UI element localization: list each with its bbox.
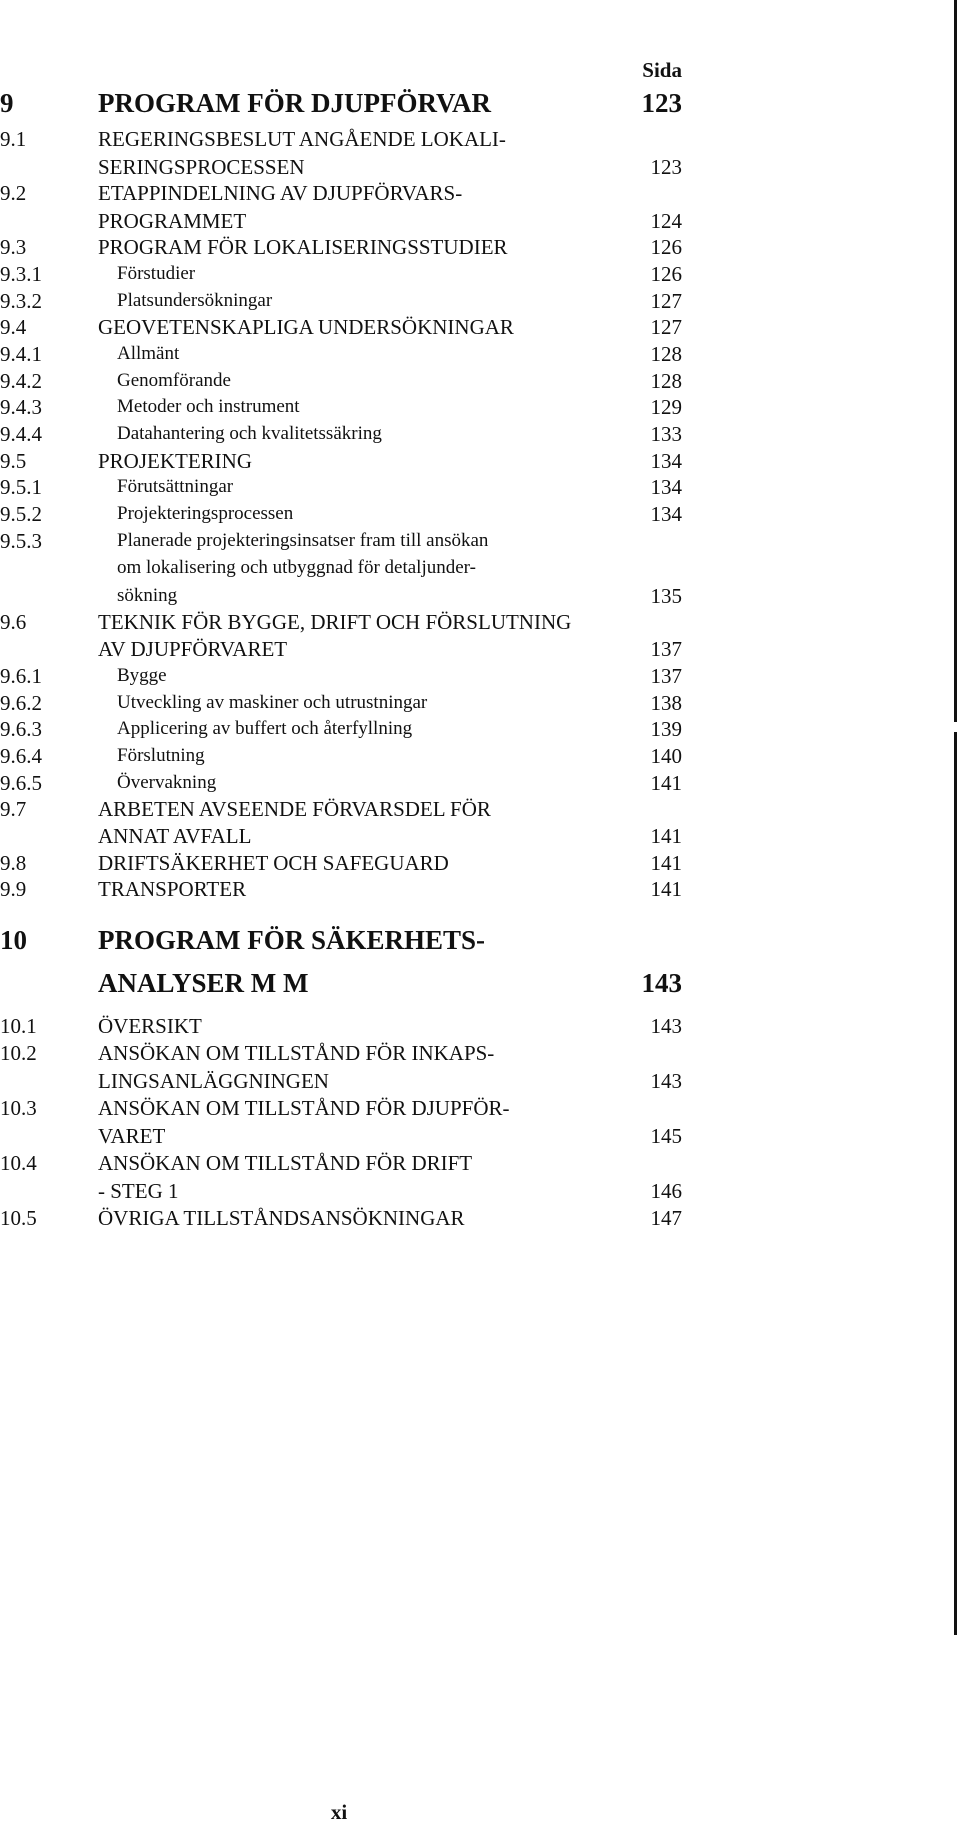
toc-page-number: 146	[650, 1179, 682, 1203]
toc-section-title: Datahantering och kvalitetssäkring	[117, 423, 382, 444]
toc-entry	[0, 607, 960, 637]
toc-section-title: Genomförande	[117, 370, 231, 391]
page-column-heading: Sida	[642, 58, 682, 82]
scan-edge-line	[954, 0, 957, 722]
toc-section-title: Förslutning	[117, 745, 205, 766]
toc-section-number: 10.2	[0, 1041, 37, 1065]
toc-page-number: 134	[650, 475, 682, 499]
toc-section-title: ANSÖKAN OM TILLSTÅND FÖR DRIFT	[98, 1151, 473, 1175]
toc-section-title: REGERINGSBESLUT ANGÅENDE LOKALI-	[98, 127, 506, 151]
toc-section-number: 9.4.3	[0, 395, 42, 419]
toc-page-number: 134	[650, 449, 682, 473]
toc-section-title: Metoder och instrument	[117, 396, 300, 417]
toc-section-number: 10.1	[0, 1014, 37, 1038]
toc-chapter-entry	[0, 968, 960, 998]
toc-entry	[0, 741, 960, 771]
toc-section-number: 10	[0, 925, 27, 955]
toc-section-title: ANSÖKAN OM TILLSTÅND FÖR INKAPS-	[98, 1041, 495, 1065]
toc-page-number: 141	[650, 877, 682, 901]
toc-section-title: VARET	[98, 1124, 166, 1148]
toc-page-number: 123	[650, 155, 682, 179]
toc-page-number: 126	[650, 262, 682, 286]
toc-entry	[0, 1011, 960, 1041]
toc-entry	[0, 634, 960, 664]
toc-section-title: Platsundersökningar	[117, 290, 273, 311]
toc-entry	[0, 794, 960, 824]
toc-section-number: 9	[0, 88, 14, 118]
toc-section-number: 9.6.2	[0, 691, 42, 715]
toc-section-number: 9.4	[0, 315, 27, 339]
toc-section-title: Förstudier	[117, 263, 196, 284]
toc-section-title: Allmänt	[117, 343, 180, 364]
toc-section-title: Förutsättningar	[117, 476, 234, 497]
toc-page-number: 141	[650, 851, 682, 875]
toc-page-number: 141	[650, 824, 682, 848]
toc-section-title: Planerade projekteringsinsatser fram till ansökan	[117, 530, 489, 551]
toc-entry	[0, 419, 960, 449]
toc-entry	[0, 553, 960, 583]
toc-entry	[0, 526, 960, 556]
toc-page-number: 133	[650, 422, 682, 446]
toc-page-number: 135	[650, 584, 682, 608]
page-number-footer: xi	[330, 1800, 348, 1824]
toc-section-title: PROGRAM FÖR DJUPFÖRVAR	[98, 88, 492, 118]
toc-page-number: 139	[650, 717, 682, 741]
toc-page-number: 127	[650, 315, 682, 339]
toc-entry	[0, 1203, 960, 1233]
toc-page-number: 128	[650, 369, 682, 393]
toc-entry	[0, 661, 960, 691]
toc-section-title: ARBETEN AVSEENDE FÖRVARSDEL FÖR	[98, 797, 491, 821]
toc-section-title: Projekteringsprocessen	[117, 503, 294, 524]
toc-section-number: 9.5.1	[0, 475, 42, 499]
toc-section-title: AV DJUPFÖRVARET	[98, 637, 288, 661]
toc-section-number: 10.4	[0, 1151, 37, 1175]
toc-chapter-entry	[0, 88, 960, 118]
toc-page-number: 138	[650, 691, 682, 715]
toc-entry	[0, 1066, 960, 1096]
toc-section-title: Bygge	[117, 665, 167, 686]
toc-section-number: 9.8	[0, 851, 27, 875]
toc-page-number: 134	[650, 502, 682, 526]
toc-section-number: 9.5	[0, 449, 27, 473]
toc-section-number: 9.2	[0, 181, 27, 205]
toc-section-number: 9.3.2	[0, 289, 42, 313]
toc-entry	[0, 1148, 960, 1178]
toc-section-title: PROGRAM FÖR LOKALISERINGSSTUDIER	[98, 235, 508, 259]
toc-entry	[0, 1121, 960, 1151]
toc-page-number: 143	[650, 1069, 682, 1093]
toc-page-number: 124	[650, 209, 682, 233]
toc-section-number: 9.6	[0, 610, 27, 634]
toc-section-title: PROGRAMMET	[98, 209, 247, 233]
scan-edge-line	[954, 732, 957, 1635]
toc-section-number: 10.5	[0, 1206, 37, 1230]
toc-entry	[0, 472, 960, 502]
toc-entry	[0, 714, 960, 744]
toc-section-number: 9.7	[0, 797, 27, 821]
toc-section-number: 10.3	[0, 1096, 37, 1120]
toc-section-title: ANSÖKAN OM TILLSTÅND FÖR DJUPFÖR-	[98, 1096, 510, 1120]
toc-entry	[0, 1038, 960, 1068]
toc-page-number: 137	[650, 637, 682, 661]
toc-page-number: 128	[650, 342, 682, 366]
toc-entry	[0, 178, 960, 208]
toc-page-number: 129	[650, 395, 682, 419]
toc-section-title: ÖVRIGA TILLSTÅNDSANSÖKNINGAR	[98, 1206, 465, 1230]
toc-section-title: PROGRAM FÖR SÄKERHETS-	[98, 925, 486, 955]
toc-entry	[0, 874, 960, 904]
toc-section-title: SERINGSPROCESSEN	[98, 155, 305, 179]
toc-entry	[0, 1176, 960, 1206]
toc-entry	[0, 821, 960, 851]
toc-section-title: om lokalisering och utbyggnad för detaljunder-	[117, 557, 476, 578]
toc-section-number: 9.1	[0, 127, 27, 151]
toc-section-number: 9.3.1	[0, 262, 42, 286]
toc-section-title: Utveckling av maskiner och utrustningar	[117, 692, 428, 713]
toc-section-number: 9.6.5	[0, 771, 42, 795]
toc-section-number: 9.4.1	[0, 342, 42, 366]
toc-section-number: 9.6.1	[0, 664, 42, 688]
toc-chapter-entry	[0, 925, 960, 955]
toc-section-number: 9.4.4	[0, 422, 42, 446]
toc-entry	[0, 312, 960, 342]
toc-section-title: TEKNIK FÖR BYGGE, DRIFT OCH FÖRSLUTNING	[98, 610, 572, 634]
toc-page-number: 143	[650, 1014, 682, 1038]
toc-page-number: 143	[641, 968, 682, 998]
toc-entry	[0, 124, 960, 154]
toc-section-number: 9.5.3	[0, 529, 42, 553]
toc-page-number: 123	[641, 88, 682, 118]
toc-entry	[0, 499, 960, 529]
toc-entry	[0, 232, 960, 262]
toc-section-title: sökning	[117, 585, 178, 606]
toc-section-title: Övervakning	[117, 772, 217, 793]
toc-section-title: ANNAT AVFALL	[98, 824, 252, 848]
toc-entry	[0, 259, 960, 289]
toc-page-number: 137	[650, 664, 682, 688]
toc-entry	[0, 1093, 960, 1123]
toc-section-title: ANALYSER M M	[98, 968, 309, 998]
toc-section-number: 9.5.2	[0, 502, 42, 526]
toc-page-number: 126	[650, 235, 682, 259]
toc-section-title: DRIFTSÄKERHET OCH SAFEGUARD	[98, 851, 449, 875]
toc-page-number: 127	[650, 289, 682, 313]
toc-entry	[0, 339, 960, 369]
toc-section-title: LINGSANLÄGGNINGEN	[98, 1069, 329, 1093]
toc-section-title: TRANSPORTER	[98, 877, 247, 901]
toc-section-title: GEOVETENSKAPLIGA UNDERSÖKNINGAR	[98, 315, 514, 339]
toc-page-number: 141	[650, 771, 682, 795]
toc-section-number: 9.4.2	[0, 369, 42, 393]
toc-section-title: ETAPPINDELNING AV DJUPFÖRVARS-	[98, 181, 463, 205]
toc-page-number: 140	[650, 744, 682, 768]
toc-page-number: 145	[650, 1124, 682, 1148]
toc-section-title: ÖVERSIKT	[98, 1014, 202, 1038]
toc-section-number: 9.3	[0, 235, 27, 259]
toc-section-number: 9.9	[0, 877, 27, 901]
toc-section-title: PROJEKTERING	[98, 449, 253, 473]
toc-section-number: 9.6.4	[0, 744, 42, 768]
toc-section-number: 9.6.3	[0, 717, 42, 741]
toc-section-title: - STEG 1	[98, 1179, 179, 1203]
toc-page-number: 147	[650, 1206, 682, 1230]
toc-entry	[0, 392, 960, 422]
toc-section-title: Applicering av buffert och återfyllning	[117, 718, 413, 739]
